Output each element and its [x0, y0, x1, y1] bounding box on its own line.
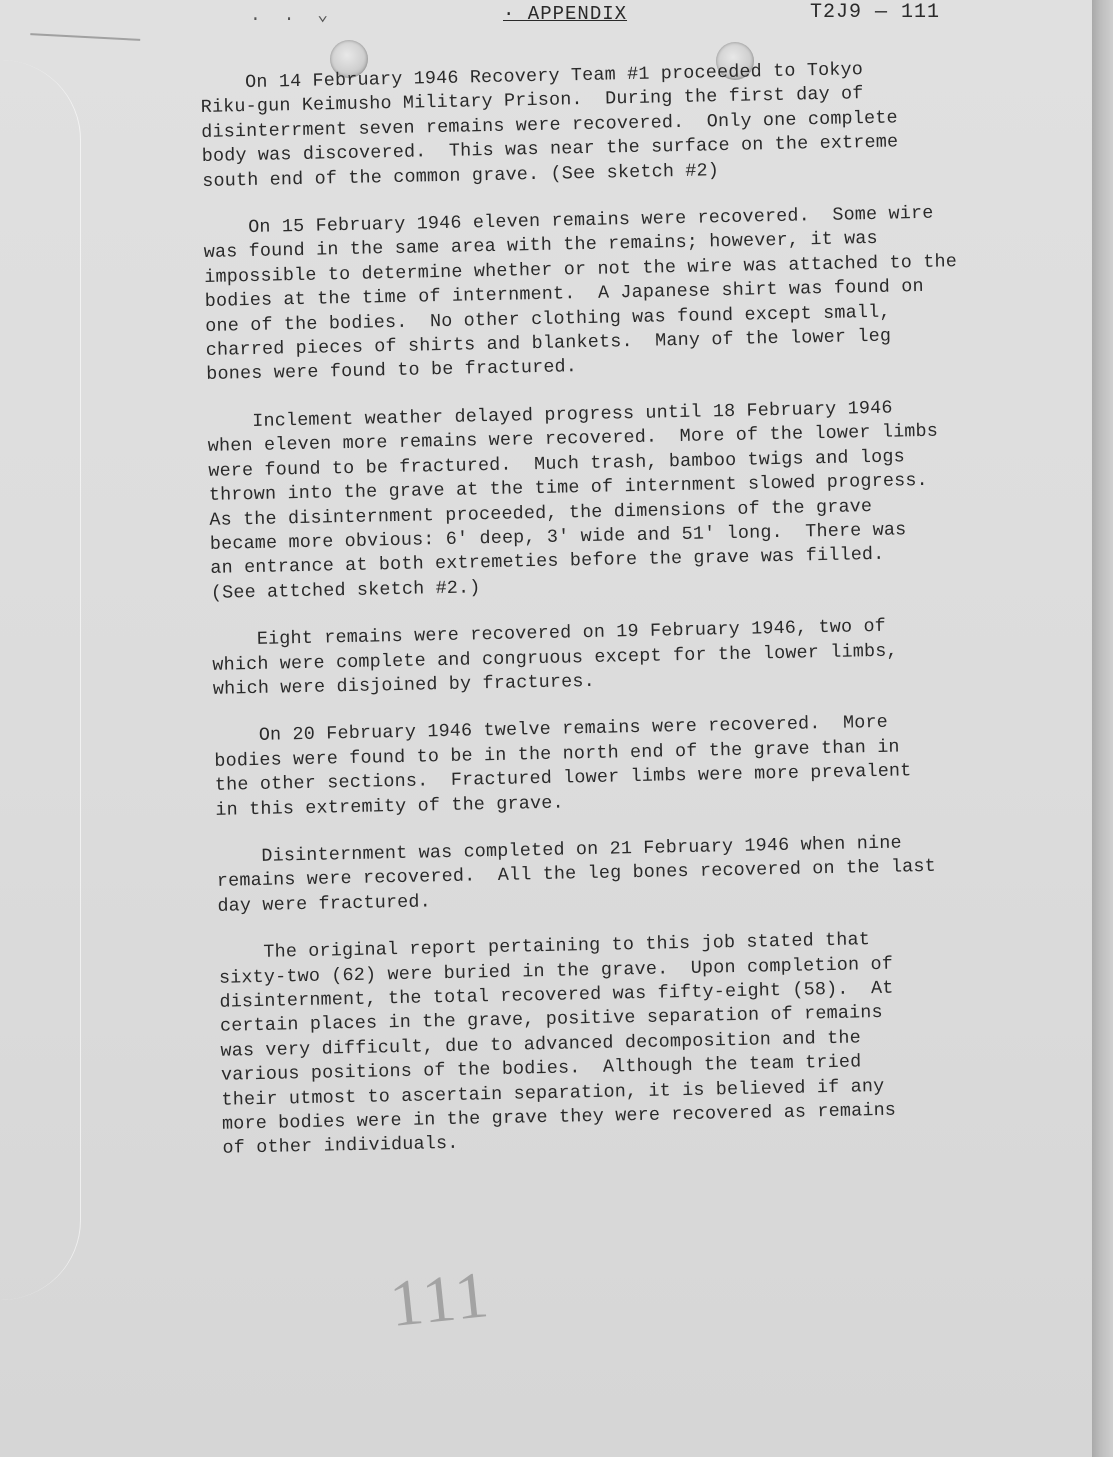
page-reference-number: T2J9 — 111 [810, 1, 941, 24]
report-body [200, 55, 1023, 1184]
paper-curl-shadow [0, 60, 81, 1300]
paragraph-20-february: On 20 February 1946 twelve remains were recovered. More bodies were found to be in the north end of the grave than in the other sections. Fractured lower limbs were more prevalent in this extremity of the grave. [213, 712, 912, 821]
paragraph-19-february: Eight remains were recovered on 19 February 1946, two of which were complete and congruous except for the lower limbs, which were disjoined by fractures. [211, 615, 898, 700]
header-marks: . . ⌄ [250, 6, 335, 26]
page-number-stamp: 111 [386, 1257, 494, 1342]
paragraph-21-february: Disinternment was completed on 21 February 1946 when nine remains were recovered. All the leg bones recovered on the last day were fractured. [216, 832, 937, 917]
paragraph-summary: The original report pertaining to this job stated that sixty-two (62) were buried in the grave. Upon completion of disinternment, the total recovered was fifty-eight (58). At certain places in the grave, positive separation of remains was very difficult, due to advanced decomposition and the various positions of the bodies. Although the team tried their utmost to ascertain separation, it is believed if any more bodies were in the grave they were recovered as remains of other individuals. [218, 929, 897, 1160]
paragraph-15-february: On 15 February 1946 eleven remains were recovered. Some wire was found in the same area with the remains; however, it was impossible to determine whether or not the wire was attached to the bodies at the time of internment. A Japanese shirt was found on one of the bodies. No other clothing was found except small, charred pieces of shirts and blankets. Many of the lower leg bones were found to be fractured. [203, 202, 958, 386]
paragraph-14-february: On 14 February 1946 Recovery Team #1 proceeded to Tokyo Riku-gun Keimusho Military Prison. During the first day of disinterrment seven remains were recovered. Only one complete body was discovered. This was near the surface on the extreme south end of the common grave. (See sketch #2) [200, 59, 899, 192]
page-title: · APPENDIX [503, 3, 628, 25]
paragraph-18-february: Inclement weather delayed progress until 18 February 1946 when eleven more remains were recovered. More of the lower limbs were found to be fractured. Much trash, bamboo twigs and logs thrown into the grave at the time of internment slowed progress. As the disinternment proceeded, the dimensions of the grave became more obvious: 6' deep, 3' wide and 51' long. There was an entrance at both extremeties before the grave was filled. (See attched sketch #2.) [207, 397, 939, 604]
pencil-scratch-mark [30, 33, 140, 51]
scan-edge [1092, 0, 1113, 1457]
